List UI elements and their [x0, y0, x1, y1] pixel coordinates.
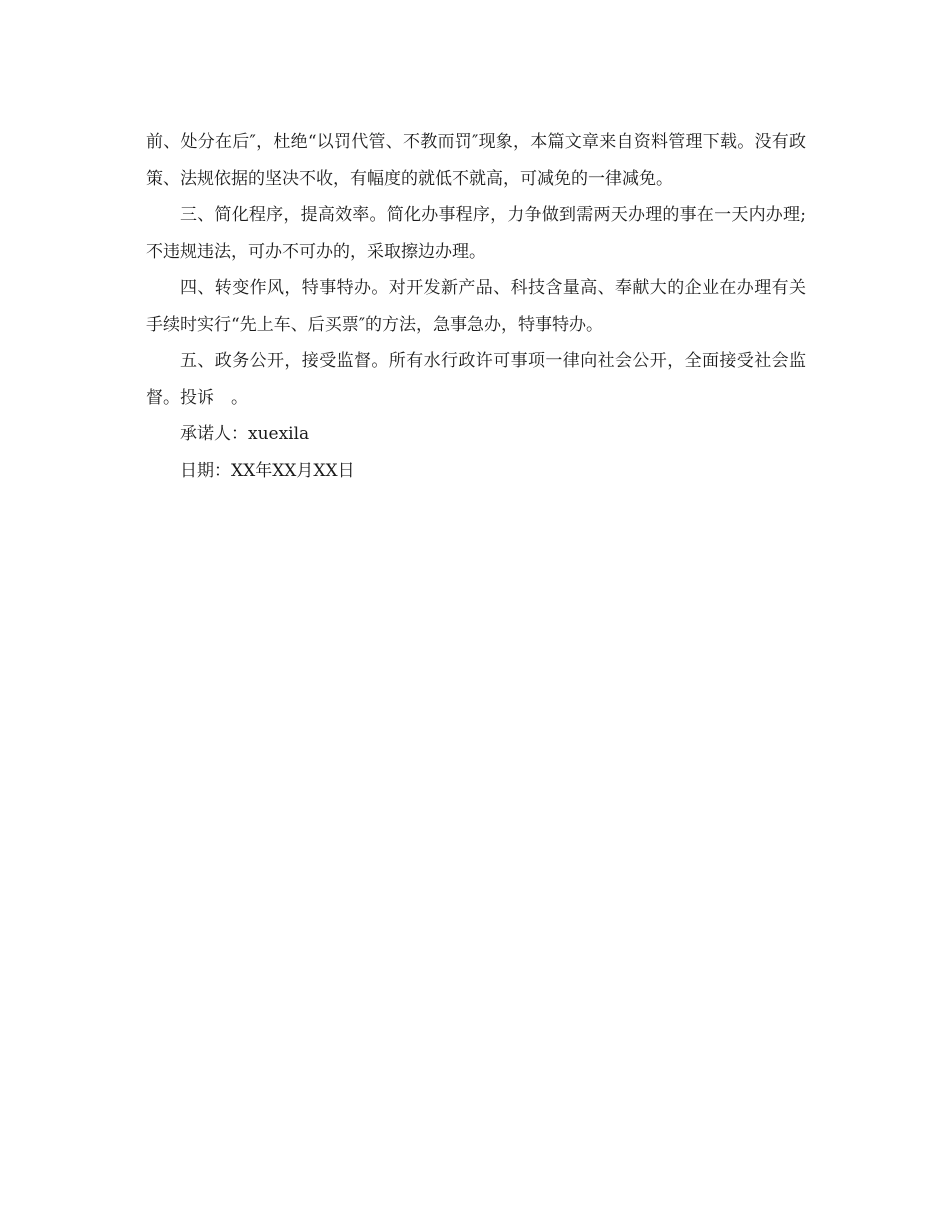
paragraph-change-style: 四、转变作风，特事特办。对开发新产品、科技含量高、奉献大的企业在办理有关手续时实行“先上车、后买票″的方法，急事急办，特事特办。 [146, 278, 806, 335]
date-line: 日期：XX年XX月XX日 [180, 460, 355, 481]
paragraph-continuation: 前、处分在后″，杜绝“以罚代管、不教而罚″现象，本篇文章来自资料管理下载。没有政策、法规依据的坚决不收，有幅度的就低不就高，可减免的一律减免。 [146, 132, 806, 189]
paragraph-simplify-procedures: 三、简化程序，提高效率。简化办事程序，力争做到需两天办理的事在一天内办理;不违规违法，可办不可办的，采取擦边办理。 [146, 205, 806, 262]
signer-line: 承诺人：xuexila [180, 424, 310, 444]
paragraph-open-government: 五、政务公开，接受监督。所有水行政许可事项一律向社会公开，全面接受社会监督。投诉 。 [146, 351, 806, 408]
document-page [146, 124, 806, 489]
